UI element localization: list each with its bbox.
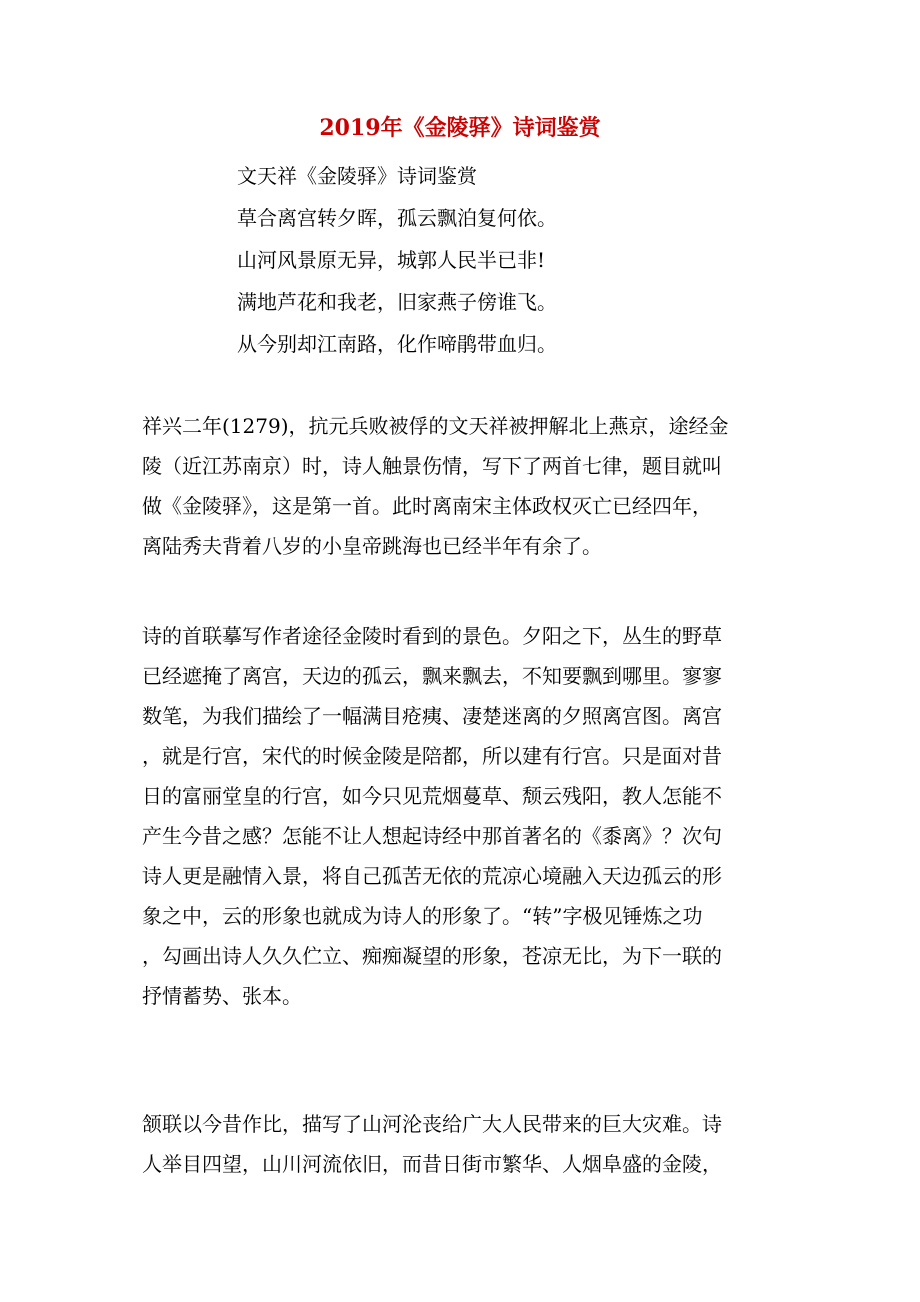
text-line: 象之中，云的形象也就成为诗人的形象了。“转”字极见锤炼之功 <box>142 904 703 928</box>
text-line: 祥兴二年(1279)，抗元兵败被俘的文天祥被押解北上燕京，途经金 <box>142 414 729 438</box>
poem-line: 满地芦花和我老，旧家燕子傍谁飞。 <box>237 290 557 314</box>
paragraph-background <box>142 406 729 566</box>
text-line: 日的富丽堂皇的行宫，如今只见荒烟蔓草、颓云残阳，教人怎能不 <box>142 784 722 808</box>
document-title: 2019年《金陵驿》诗词鉴赏 <box>319 115 601 141</box>
poem-line: 草合离宫转夕晖，孤云飘泊复何依。 <box>237 206 557 230</box>
text-line: 颔联以今昔作比，描写了山河沦丧给广大人民带来的巨大灾难。诗 <box>142 1112 722 1136</box>
poem-line: 山河风景原无异，城郭人民半已非! <box>237 248 546 272</box>
text-line: 离陆秀夫背着八岁的小皇帝跳海也已经半年有余了。 <box>142 534 602 558</box>
text-line: 诗人更是融情入景，将自己孤苦无依的荒凉心境融入天边孤云的形 <box>142 864 722 888</box>
text-line: 产生今昔之感？怎能不让人想起诗经中那首著名的《黍离》？次句 <box>142 824 722 848</box>
text-line: 数笔，为我们描绘了一幅满目疮痍、凄楚迷离的夕照离宫图。离宫 <box>142 704 722 728</box>
text-line: 已经遮掩了离宫，天边的孤云，飘来飘去，不知要飘到哪里。寥寥 <box>142 664 722 688</box>
text-line: 陵（近江苏南京）时，诗人触景伤情，写下了两首七律，题目就叫 <box>142 454 722 478</box>
text-line: 抒情蓄势、张本。 <box>142 984 302 1008</box>
text-line: ，就是行宫，宋代的时候金陵是陪都，所以建有行宫。只是面对昔 <box>142 744 722 768</box>
text-line: 做《金陵驿》，这是第一首。此时离南宋主体政权灭亡已经四年， <box>142 494 712 518</box>
text-line: ，勾画出诗人久久伫立、痴痴凝望的形象，苍凉无比，为下一联的 <box>142 944 722 968</box>
paragraph-second-couplet <box>142 1104 722 1184</box>
poem-block <box>237 155 557 365</box>
poem-line: 从今别却江南路，化作啼鹃带血归。 <box>237 332 557 356</box>
text-line: 人举目四望，山川河流依旧，而昔日街市繁华、人烟阜盛的金陵， <box>142 1152 722 1176</box>
paragraph-first-couplet <box>142 616 722 1016</box>
poem-heading: 文天祥《金陵驿》诗词鉴赏 <box>237 164 477 188</box>
text-line: 诗的首联摹写作者途径金陵时看到的景色。夕阳之下，丛生的野草 <box>142 624 722 648</box>
